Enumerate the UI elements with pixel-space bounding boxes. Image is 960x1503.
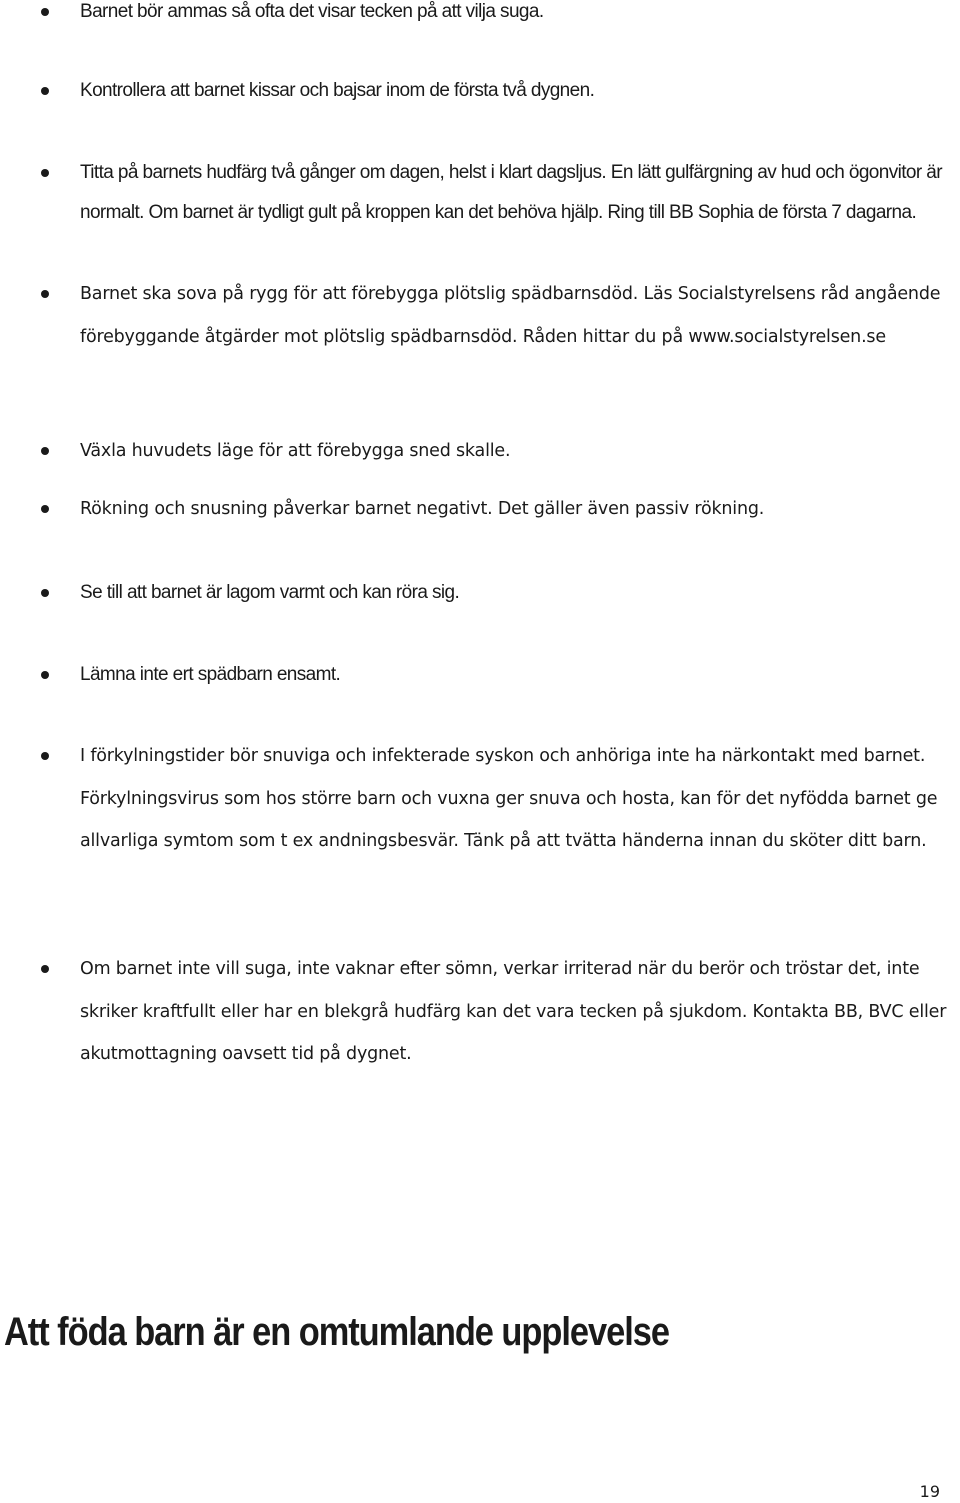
bullet-icon <box>41 752 49 760</box>
page-number: 19 <box>919 1482 940 1501</box>
bullet-icon <box>41 965 49 973</box>
list-item-text: Kontrollera att barnet kissar och bajsar inom de första två dygnen. <box>80 80 595 101</box>
bullet-icon <box>41 589 49 597</box>
bullet-icon <box>41 8 49 16</box>
list-item-text: Barnet ska sova på rygg för att förebygga plötslig spädbarnsdöd. Läs Socialstyrelsens råd angående förebyggande åtgärder mot plötslig spädbarnsdöd. Råden hittar du på www.socialstyrelsen.se <box>80 284 941 347</box>
section-heading: Att föda barn är en omtumlande upplevelse <box>4 1310 669 1354</box>
bullet-icon <box>41 447 49 455</box>
list-item-text: Växla huvudets läge för att förebygga sned skalle. <box>80 441 511 461</box>
bullet-icon <box>41 290 49 298</box>
list-item-text: Lämna inte ert spädbarn ensamt. <box>80 664 341 685</box>
list-item-text: I förkylningstider bör snuviga och infekterade syskon och anhöriga inte ha närkontakt med barnet. Förkylningsvirus som hos större barn och vuxna ger snuva och hosta, kan för det nyfödda barnet ge allvarliga symtom som t ex andningsbesvär. Tänk på att tvätta händerna innan du sköter ditt barn. <box>80 746 938 851</box>
list-item-text: Rökning och snusning påverkar barnet negativt. Det gäller även passiv rökning. <box>80 499 765 519</box>
bullet-icon <box>41 169 49 177</box>
list-item-text: Titta på barnets hudfärg två gånger om dagen, helst i klart dagsljus. En lätt gulfärgning av hud och ögonvitor är normalt. Om barnet är tydligt gult på kroppen kan det behöva hjälp. Ring till BB Sophia de första 7 dagarna. <box>80 162 943 223</box>
list-item-text: Barnet bör ammas så ofta det visar tecken på att vilja suga. <box>80 1 544 22</box>
bullet-icon <box>41 671 49 679</box>
list-item-text: Om barnet inte vill suga, inte vaknar efter sömn, verkar irriterad när du berör och tröstar det, inte skriker kraftfullt eller har en blekgrå hudfärg kan det vara tecken på sjukdom. Kontakta BB, BVC eller akutmottagning oavsett tid på dygnet. <box>80 959 947 1064</box>
list-item-text: Se till att barnet är lagom varmt och kan röra sig. <box>80 582 460 603</box>
bullet-icon <box>41 505 49 513</box>
bullet-icon <box>41 87 49 95</box>
